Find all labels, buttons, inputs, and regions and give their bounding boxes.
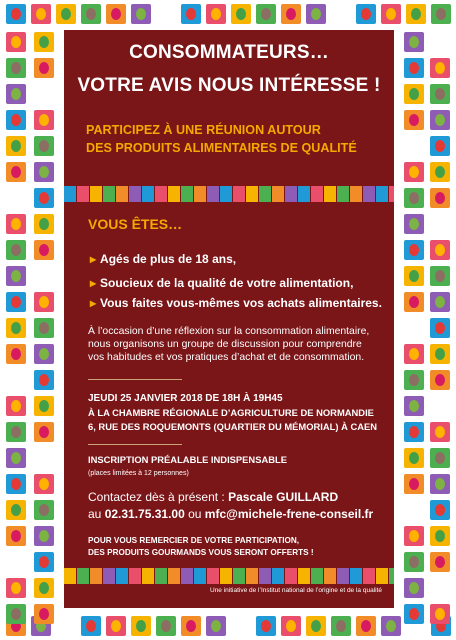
food-tile-icon — [6, 266, 26, 286]
band-icon — [350, 186, 362, 202]
band-icon — [389, 568, 394, 584]
food-tile-icon — [431, 4, 451, 24]
food-tile-icon — [6, 552, 26, 572]
food-tile-icon — [404, 84, 424, 104]
food-tile-icon — [430, 526, 450, 546]
food-tile-icon — [34, 240, 54, 260]
food-tile-icon — [6, 370, 26, 390]
band-icon — [90, 568, 102, 584]
food-tile-icon — [430, 136, 450, 156]
subheadline-line-2: DES PRODUITS ALIMENTAIRES DE QUALITÉ — [86, 141, 357, 155]
food-tile-icon — [404, 552, 424, 572]
band-icon — [168, 568, 180, 584]
food-tile-icon — [404, 318, 424, 338]
band-icon — [311, 186, 323, 202]
food-tile-icon — [404, 162, 424, 182]
food-tile-icon — [430, 318, 450, 338]
band-icon — [337, 568, 349, 584]
band-icon — [311, 568, 323, 584]
registration-note: (places limitées à 12 personnes) — [88, 470, 189, 477]
food-tile-icon — [404, 370, 424, 390]
band-icon — [363, 568, 375, 584]
food-tile-icon — [6, 84, 26, 104]
food-tile-icon — [6, 578, 26, 598]
food-tile-icon — [34, 58, 54, 78]
band-icon — [103, 186, 115, 202]
food-tile-icon — [430, 370, 450, 390]
food-tile-icon — [6, 162, 26, 182]
food-tile-icon — [6, 32, 26, 52]
food-tile-icon — [306, 616, 326, 636]
contact-line-2: au 02.31.75.31.00 ou mfc@michele-frene-conseil.fr — [88, 507, 374, 521]
band-icon — [220, 186, 232, 202]
food-tile-icon — [404, 500, 424, 520]
band-icon — [77, 568, 89, 584]
food-tile-icon — [404, 136, 424, 156]
contact-name: Pascale GUILLARD — [228, 490, 339, 504]
food-tile-icon — [404, 578, 424, 598]
food-tile-icon — [156, 616, 176, 636]
food-tile-icon — [404, 188, 424, 208]
band-icon — [116, 186, 128, 202]
food-tile-icon — [331, 4, 351, 24]
food-tile-icon — [34, 318, 54, 338]
band-icon — [181, 568, 193, 584]
food-tile-icon — [34, 604, 54, 624]
band-icon — [363, 186, 375, 202]
band-icon — [298, 568, 310, 584]
band-icon — [129, 568, 141, 584]
closing-line-2: DES PRODUITS GOURMANDS VOUS SERONT OFFERTS ! — [88, 548, 314, 557]
food-tile-icon — [31, 4, 51, 24]
food-tile-icon — [430, 448, 450, 468]
contact-phone: 02.31.75.31.00 — [104, 507, 185, 521]
band-icon — [194, 186, 206, 202]
band-icon — [64, 186, 76, 202]
food-tile-icon — [34, 578, 54, 598]
food-tile-icon — [430, 500, 450, 520]
band-icon — [103, 568, 115, 584]
food-tile-icon — [404, 266, 424, 286]
band-icon — [389, 186, 394, 202]
band-icon — [90, 186, 102, 202]
intro-line-2: nous organisons un groupe de discussion pour comprendre — [88, 339, 362, 350]
closing-line-1: POUR VOUS REMERCIER DE VOTRE PARTICIPATION, — [88, 536, 300, 545]
intro-line-3: vos habitudes et vos pratiques d’achat et de consommation. — [88, 352, 365, 363]
food-tile-icon — [34, 110, 54, 130]
food-tile-icon — [430, 84, 450, 104]
food-tile-icon — [281, 616, 301, 636]
food-tile-icon — [404, 58, 424, 78]
food-tile-icon — [404, 474, 424, 494]
food-tile-icon — [6, 396, 26, 416]
food-tile-icon — [231, 616, 251, 636]
intro-line-1: À l’occasion d’une réflexion sur la consommation alimentaire, — [88, 326, 370, 337]
contact-email: mfc@michele-frene-conseil.fr — [204, 507, 374, 521]
food-tile-icon — [34, 422, 54, 442]
food-tile-icon — [430, 552, 450, 572]
audience-item: ▸ Agés de plus de 18 ans, — [90, 252, 236, 266]
food-tile-icon — [256, 616, 276, 636]
food-tile-icon — [34, 344, 54, 364]
food-tile-icon — [430, 396, 450, 416]
food-tile-icon — [34, 266, 54, 286]
band-icon — [272, 568, 284, 584]
food-tile-icon — [430, 344, 450, 364]
food-tile-icon — [34, 396, 54, 416]
food-tile-icon — [34, 32, 54, 52]
band-icon — [298, 186, 310, 202]
subheadline-line-1: PARTICIPEZ À UNE RÉUNION AUTOUR — [86, 123, 321, 137]
food-tile-icon — [106, 616, 126, 636]
food-tile-icon — [430, 578, 450, 598]
food-tile-icon — [34, 448, 54, 468]
band-icon — [64, 568, 76, 584]
band-icon — [142, 568, 154, 584]
food-tile-icon — [306, 4, 326, 24]
food-tile-icon — [34, 370, 54, 390]
headline-line-2: VOTRE AVIS NOUS INTÉRESSE ! — [77, 75, 381, 96]
food-tile-icon — [6, 292, 26, 312]
band-icon — [181, 186, 193, 202]
band-icon — [337, 186, 349, 202]
band-icon — [220, 568, 232, 584]
food-tile-icon — [34, 500, 54, 520]
food-tile-icon — [6, 136, 26, 156]
food-tile-icon — [404, 214, 424, 234]
food-tile-icon — [430, 58, 450, 78]
food-tile-icon — [404, 344, 424, 364]
food-tile-icon — [181, 4, 201, 24]
food-tile-icon — [6, 58, 26, 78]
divider — [88, 444, 182, 445]
food-tile-icon — [181, 616, 201, 636]
food-tile-icon — [430, 266, 450, 286]
band-icon — [285, 186, 297, 202]
band-icon — [324, 186, 336, 202]
band-icon — [155, 568, 167, 584]
event-address: 6, RUE DES ROQUEMONTS (QUARTIER DU MÉMORIAL) À CAEN — [88, 421, 378, 432]
food-tile-icon — [156, 4, 176, 24]
band-icon — [272, 186, 284, 202]
footer-credit: Une initiative de l’Institut national de l’origine et de la qualité — [210, 587, 382, 594]
food-tile-icon — [256, 4, 276, 24]
food-tile-icon — [34, 136, 54, 156]
band-icon — [246, 186, 258, 202]
food-tile-icon — [356, 616, 376, 636]
food-tile-icon — [6, 526, 26, 546]
band-icon — [285, 568, 297, 584]
food-tile-icon — [430, 32, 450, 52]
food-tile-icon — [6, 214, 26, 234]
food-tile-icon — [56, 4, 76, 24]
food-tile-icon — [404, 396, 424, 416]
food-tile-icon — [404, 240, 424, 260]
food-tile-icon — [131, 4, 151, 24]
food-tile-icon — [206, 616, 226, 636]
food-tile-icon — [6, 500, 26, 520]
food-tile-icon — [81, 616, 101, 636]
food-tile-icon — [404, 32, 424, 52]
food-tile-icon — [430, 162, 450, 182]
food-tile-icon — [404, 422, 424, 442]
food-tile-icon — [331, 616, 351, 636]
band-icon — [376, 568, 388, 584]
band-icon — [246, 568, 258, 584]
food-tile-icon — [430, 292, 450, 312]
band-icon — [207, 186, 219, 202]
food-tile-icon — [430, 422, 450, 442]
band-icon — [142, 186, 154, 202]
headline-line-1: CONSOMMATEURS… — [129, 42, 329, 63]
food-tile-icon — [430, 604, 450, 624]
food-tile-icon — [34, 84, 54, 104]
food-tile-icon — [404, 526, 424, 546]
food-tile-icon — [106, 4, 126, 24]
band-icon — [207, 568, 219, 584]
food-tile-icon — [6, 448, 26, 468]
audience-item: ▸ Soucieux de la qualité de votre alimentation, — [90, 276, 353, 290]
food-tile-icon — [231, 4, 251, 24]
food-tile-icon — [6, 4, 26, 24]
contact-line-1: Contactez dès à présent : Pascale GUILLARD — [88, 490, 339, 504]
band-icon — [233, 186, 245, 202]
registration-title: INSCRIPTION PRÉALABLE INDISPENSABLE — [88, 454, 287, 465]
food-tile-icon — [430, 240, 450, 260]
band-icon — [194, 568, 206, 584]
band-icon — [324, 568, 336, 584]
food-tile-icon — [404, 110, 424, 130]
food-tile-icon — [381, 4, 401, 24]
food-tile-icon — [6, 604, 26, 624]
food-tile-icon — [404, 604, 424, 624]
food-tile-icon — [56, 616, 76, 636]
food-tile-icon — [81, 4, 101, 24]
food-tile-icon — [6, 318, 26, 338]
food-tile-icon — [356, 4, 376, 24]
food-tile-icon — [6, 344, 26, 364]
food-tile-icon — [281, 4, 301, 24]
divider — [88, 379, 182, 380]
band-icon — [259, 186, 271, 202]
food-tile-icon — [404, 292, 424, 312]
food-tile-icon — [430, 474, 450, 494]
food-icon-band — [64, 568, 394, 584]
food-tile-icon — [430, 188, 450, 208]
food-tile-icon — [206, 4, 226, 24]
food-tile-icon — [34, 552, 54, 572]
food-tile-icon — [6, 110, 26, 130]
food-tile-icon — [430, 214, 450, 234]
band-icon — [155, 186, 167, 202]
band-icon — [376, 186, 388, 202]
food-tile-icon — [6, 474, 26, 494]
food-icon-band — [64, 186, 394, 202]
food-tile-icon — [6, 188, 26, 208]
audience-item: ▸ Vous faites vous-mêmes vos achats alimentaires. — [90, 296, 382, 310]
band-icon — [77, 186, 89, 202]
band-icon — [350, 568, 362, 584]
band-icon — [259, 568, 271, 584]
food-tile-icon — [34, 474, 54, 494]
band-icon — [168, 186, 180, 202]
event-venue: À LA CHAMBRE RÉGIONALE D’AGRICULTURE DE NORMANDIE — [88, 407, 374, 418]
food-tile-icon — [34, 526, 54, 546]
food-tile-icon — [34, 214, 54, 234]
food-tile-icon — [430, 110, 450, 130]
band-icon — [129, 186, 141, 202]
food-tile-icon — [404, 448, 424, 468]
food-tile-icon — [34, 188, 54, 208]
food-tile-icon — [381, 616, 401, 636]
food-tile-icon — [34, 162, 54, 182]
audience-title: VOUS ÊTES… — [88, 216, 183, 232]
food-tile-icon — [406, 4, 426, 24]
food-tile-icon — [34, 292, 54, 312]
event-date: JEUDI 25 JANVIER 2018 DE 18H À 19H45 — [88, 393, 283, 404]
food-tile-icon — [6, 422, 26, 442]
poster-panel — [64, 30, 394, 608]
food-tile-icon — [131, 616, 151, 636]
band-icon — [233, 568, 245, 584]
band-icon — [116, 568, 128, 584]
food-tile-icon — [6, 240, 26, 260]
